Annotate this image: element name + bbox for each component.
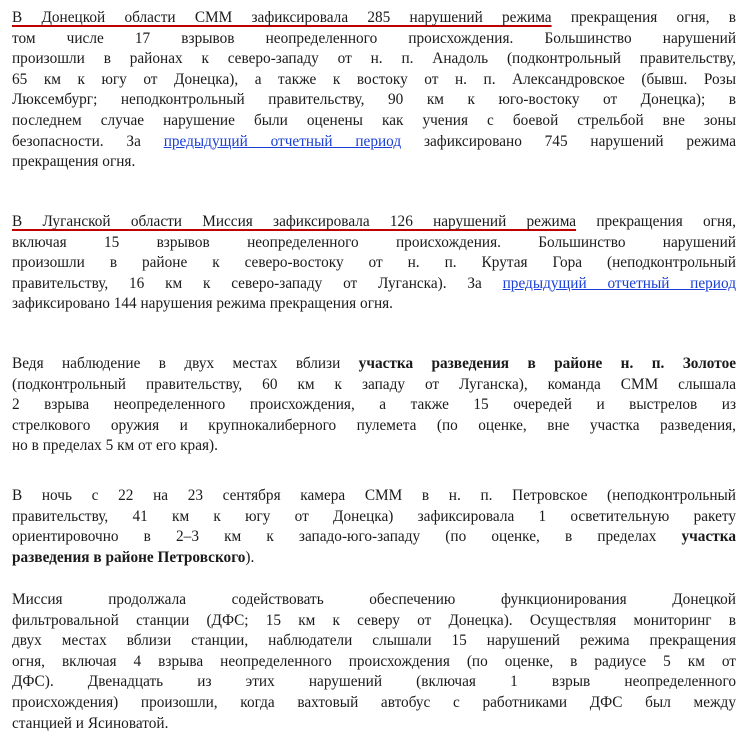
- paragraph-zolote: Ведя наблюдение в двух местах вблизи участка разведения в районе н. п. Золотое (подконтрольный правительству, 60 км к западу от Луганска), команда СММ слышала 2 взрыва неопределенного происхождения, а также 15 очередей и выстрелов из стрелкового оружия и крупнокалиберного пулемета (по оценке, вне участка разведения, но в пределах 5 км от его края).: [12, 355, 736, 455]
- previous-period-link-donetsk[interactable]: предыдущий отчетный период: [163, 132, 402, 150]
- luhansk-summary-highlight: В Луганской области Миссия зафиксировала 126 нарушений режима: [12, 213, 577, 230]
- paragraph-donetsk: В Донецкой области СММ зафиксировала 285 нарушений режима прекращения огня, в том числе 17 взрывов неопределенного происхождения. Большинство нарушений произошли в районах к северо-западу от н. п. Анадоль (подконтрольный правительству, 65 км к югу от Донецка), а также к востоку от н. п. Александровское (бывш. Розы Люксембург; неподконтрольный правительству, 90 км к юго-востоку от Донецка); в последнем случае нарушение были оценены как учения с боевой стрельбой вне зоны безопасности. За предыдущий отчетный период зафиксировано 745 нарушений режима прекращения огня.: [12, 9, 736, 171]
- petrivske-disengagement-area: разведения в районе Петровского: [12, 548, 246, 566]
- paragraph-dfs: Миссия продолжала содействовать обеспечению функционирования Донецкой фильтровальной станции (ДФС; 15 км к северу от Донецка). Осуществляя мониторинг в двух местах вблизи станции, наблюдатели слышали 15 нарушений режима прекращения огня, включая 4 взрыва неопределенного происхождения (по оценке, в радиусе 5 км от ДФС). Двенадцать из этих нарушений (включая 1 взрыв неопределенного происхождения) произошли, когда вахтовый автобус с работниками ДФС был между станцией и Ясиноватой.: [12, 591, 736, 732]
- paragraph-luhansk: В Луганской области Миссия зафиксировала 126 нарушений режима прекращения огня, включая 15 взрывов неопределенного происхождения. Большинство нарушений произошли в районе к северо-востоку от н. п. Крутая Гора (неподконтрольный правительству, 16 км к северо-западу от Луганска). За предыдущий отчетный период зафиксировано 144 нарушения режима прекращения огня.: [12, 213, 736, 313]
- donetsk-summary-highlight: В Донецкой области СММ зафиксировала 285 нарушений режима: [12, 9, 552, 26]
- paragraph-petrivske: В ночь с 22 на 23 сентября камера СММ в н. п. Петровское (неподконтрольный правительству, 41 км к югу от Донецка) зафиксировала 1 осветительную ракету ориентировочно в 2–3 км к западо-юго-западу (по оценке, в пределах участка разведения в районе Петровского).: [12, 487, 736, 566]
- previous-period-link-luhansk[interactable]: предыдущий отчетный период: [502, 274, 736, 292]
- zolote-disengagement-area: участка разведения в районе н. п. Золотое: [358, 355, 736, 372]
